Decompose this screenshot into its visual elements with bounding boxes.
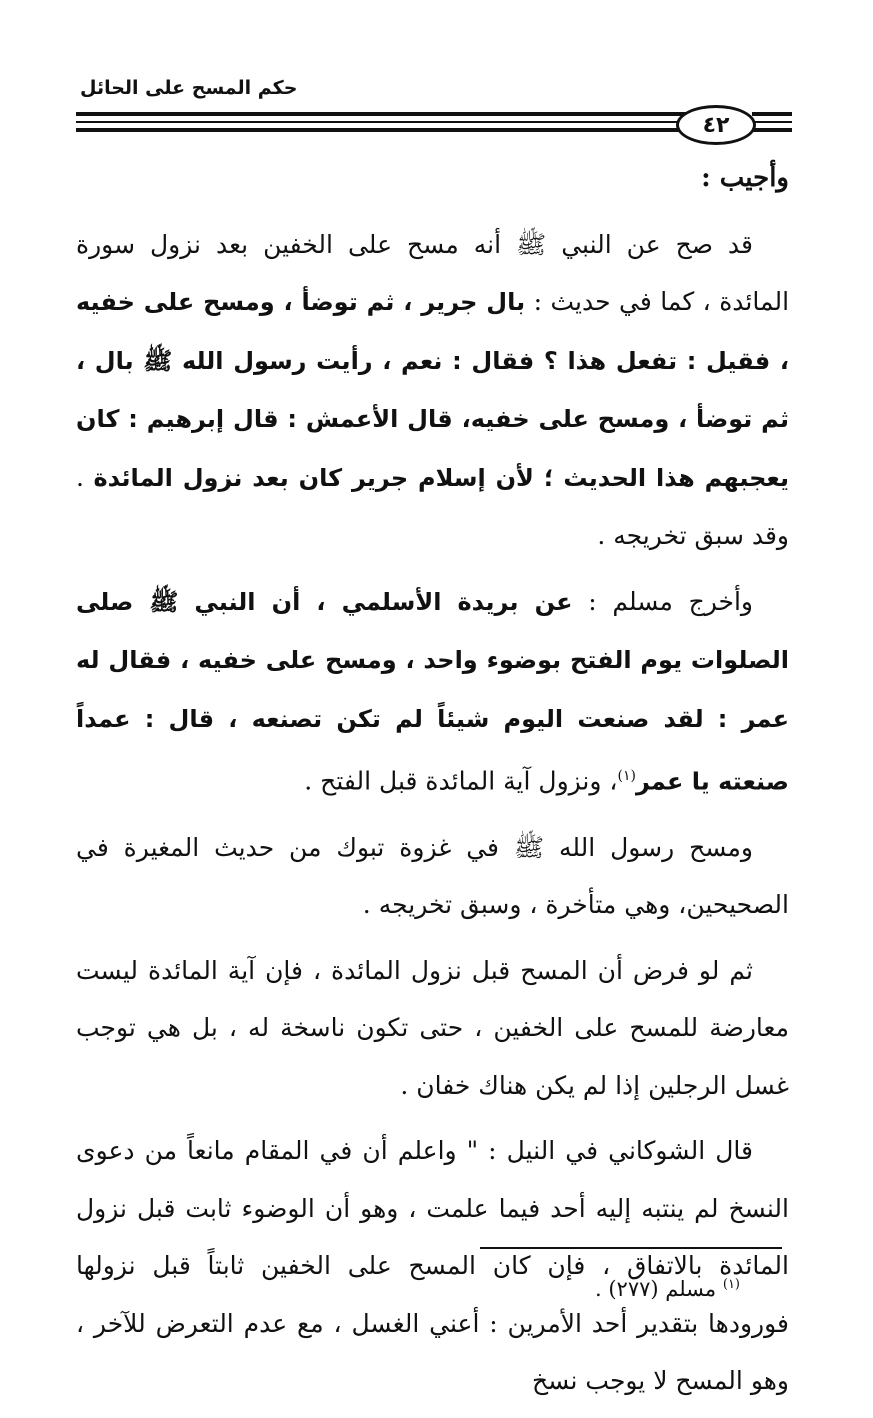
- running-title-text: حكم المسح على الحائل: [80, 77, 298, 99]
- footnote: [460, 1270, 740, 1304]
- footnote-separator: [480, 1247, 782, 1249]
- page-number-text: ٤٢: [702, 112, 730, 138]
- running-title: [0, 76, 873, 100]
- footnote-text: مسلم (٢٧٧) .: [595, 1277, 723, 1301]
- header-rule-thick: [76, 112, 714, 116]
- page-number: [676, 105, 756, 145]
- paragraph-1-close: . وقد سبق تخريجه .: [76, 462, 789, 550]
- header-rule-right-lower: [752, 128, 792, 132]
- header-rule-right-middle: [752, 121, 792, 123]
- paragraph-jarir-hadith: [76, 216, 789, 565]
- paragraph-buraydah-hadith: [76, 573, 789, 811]
- paragraph-2-intro: وأخرج مسلم :: [572, 586, 753, 616]
- paragraph-1-intro: قد صح عن النبي ﷺ أنه مسح على الخفين بعد نزول سورة المائدة ، كما في حديث :: [76, 229, 790, 316]
- main-text: [76, 150, 789, 1418]
- paragraph-2-close: ، ونزول آية المائدة قبل الفتح .: [304, 766, 618, 796]
- header-rule-lower: [76, 128, 714, 132]
- header-rule-right-thick: [752, 112, 792, 116]
- jarir-hadith-quote: بال جرير ، ثم توضأ ، ومسح على خفيه ، فقيل : تفعل هذا ؟ فقال : نعم ، رأيت رسول الله ﷺ بال ، ثم توضأ ، ومسح على خفيه، قال الأعمش : قال إبرهيم : كان يعجبهم هذا الحديث ؛ لأن إسلام جرير كان بعد نزول المائدة: [76, 288, 789, 492]
- paragraph-shawkani-quote: قال الشوكاني في النيل : " واعلم أن في المقام مانعاً من دعوى النسخ لم ينتبه إليه أحد فيما علمت ، وهو أن الوضوء ثابت قبل نزول المائدة بالاتفاق ، فإن كان المسح على الخفين ثابتاً قبل نزولها فورودها بتقدير أحد الأمرين : أعني الغسل ، مع عدم التعرض للآخر ، وهو المسح لا يوجب نسخ: [76, 1136, 789, 1396]
- paragraph-abrogation: ثم لو فرض أن المسح قبل نزول المائدة ، فإن آية المائدة ليست معارضة للمسح على الخفين ، حتى تكون ناسخة له ، بل هي توجب غسل الرجلين إذا لم يكن هناك خفان .: [76, 955, 789, 1100]
- footnote-marker: (١): [722, 1277, 740, 1292]
- buraydah-hadith-quote: عن بريدة الأسلمي ، أن النبي ﷺ صلى الصلوات يوم الفتح بوضوء واحد ، ومسح على خفيه ، فقال له عمر : لقد صنعت اليوم شيئاً لم تكن تصنعه ، قال : عمداً صنعته يا عمر: [76, 587, 789, 796]
- header-rule-middle: [76, 121, 714, 123]
- answer-heading: وأجيب :: [701, 163, 789, 193]
- footnote-reference[interactable]: (١): [617, 768, 636, 784]
- paragraph-tabuk: ومسح رسول الله ﷺ في غزوة تبوك من حديث المغيرة في الصحيحين، وهي متأخرة ، وسبق تخريجه .: [76, 832, 789, 920]
